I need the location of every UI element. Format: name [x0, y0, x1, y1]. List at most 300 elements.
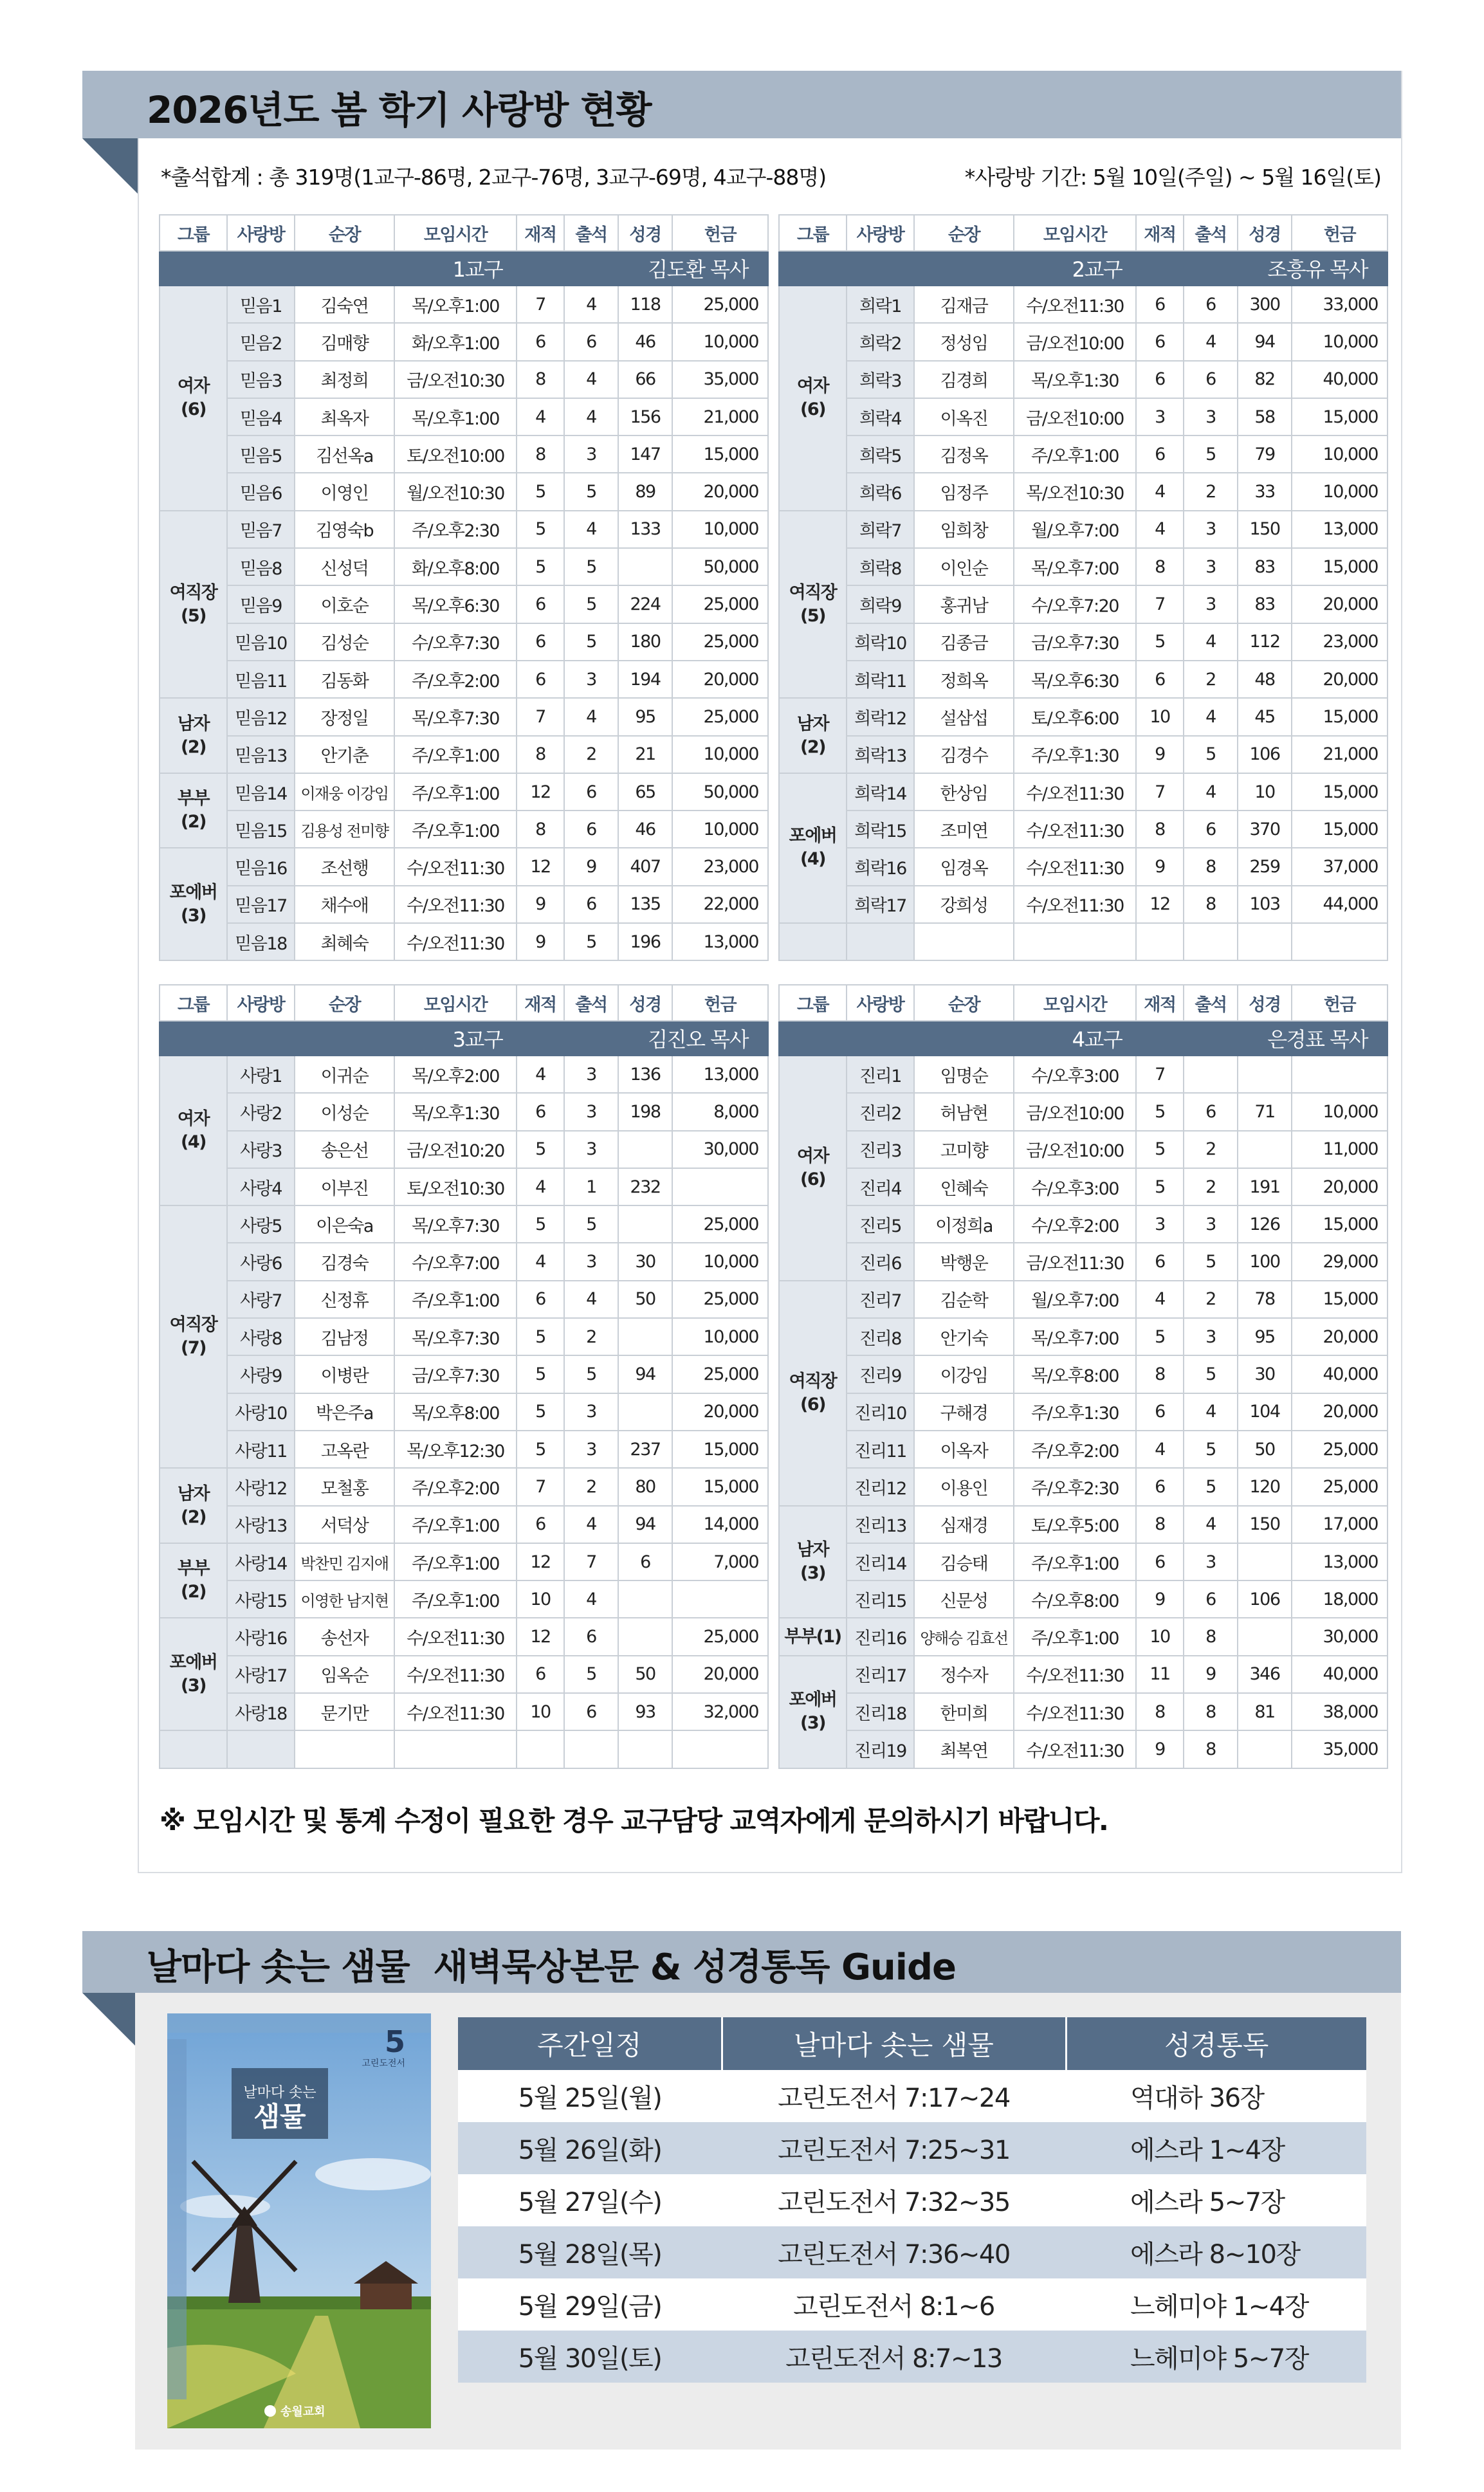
offering-amount: [1292, 923, 1388, 960]
leader-name: 한미희: [914, 1693, 1014, 1730]
bible-count: 83: [1238, 548, 1292, 585]
table-row: [160, 1205, 768, 1243]
sarangbang-name: 진리9: [847, 1355, 914, 1393]
guide-reading: 느헤미야 1~4장: [1066, 2278, 1366, 2331]
enrolled-count: 4: [1136, 1281, 1184, 1318]
group-label: 부부 (2): [160, 1543, 227, 1618]
leader-name: 이인순: [914, 548, 1014, 585]
table-row: [779, 1131, 1388, 1168]
sarangbang-name: 사랑16: [227, 1618, 295, 1655]
offering-amount: 20,000: [672, 473, 768, 510]
bible-count: 82: [1238, 361, 1292, 398]
column-header: 모임시간: [1014, 985, 1136, 1021]
column-header: 순장: [914, 215, 1014, 251]
bible-count: 180: [618, 623, 672, 661]
leader-name: 허남현: [914, 1093, 1014, 1130]
leader-name: 이옥진: [914, 398, 1014, 435]
enrolled-count: 7: [1136, 585, 1184, 623]
meeting-time: 목/오후6:30: [1014, 661, 1136, 698]
offering-amount: 50,000: [672, 548, 768, 585]
enrolled-count: 8: [1136, 1506, 1184, 1543]
table-row: [779, 1355, 1388, 1393]
attendance-count: 6: [1184, 811, 1238, 848]
enrolled-count: 12: [517, 1618, 564, 1655]
group-label: [779, 923, 847, 960]
sarangbang-name: 믿음5: [227, 435, 295, 473]
sarangbang-name: 사랑7: [227, 1281, 295, 1318]
guide-reading: 에스라 8~10장: [1066, 2226, 1366, 2278]
leader-name: 이귀순: [295, 1056, 394, 1093]
meeting-time: 수/오후8:00: [1014, 1580, 1136, 1618]
bible-count: 156: [618, 398, 672, 435]
enrolled-count: 4: [1136, 1431, 1184, 1468]
parish-name: 3교구: [295, 1021, 564, 1056]
parish-name: 4교구: [914, 1021, 1184, 1056]
group-label: 여자 (6): [779, 1056, 847, 1281]
table-row: [779, 1506, 1388, 1543]
bible-count: 50: [618, 1656, 672, 1693]
bible-count: 136: [618, 1056, 672, 1093]
leader-name: 이재웅 이강임: [295, 773, 394, 811]
enrolled-count: 6: [517, 1093, 564, 1130]
guide-reading: 역대하 36장: [1066, 2070, 1366, 2122]
guide-row: [458, 2122, 1366, 2174]
enrolled-count: 4: [517, 1168, 564, 1205]
attendance-count: 8: [1184, 1693, 1238, 1730]
meeting-time: 목/오후8:00: [394, 1393, 517, 1431]
offering-amount: 50,000: [672, 773, 768, 811]
table-row: [160, 1506, 768, 1543]
enrolled-count: 6: [1136, 323, 1184, 360]
sarangbang-name: 진리15: [847, 1580, 914, 1618]
enrolled-count: 6: [1136, 661, 1184, 698]
attendance-count: 3: [1184, 1543, 1238, 1580]
table-row: [160, 1355, 768, 1393]
column-header: 그룹: [160, 985, 227, 1021]
enrolled-count: 8: [517, 811, 564, 848]
offering-amount: 23,000: [1292, 623, 1388, 661]
enrolled-count: 7: [517, 698, 564, 735]
bible-count: [1238, 1056, 1292, 1093]
offering-amount: 10,000: [1292, 323, 1388, 360]
sarangbang-name: 사랑11: [227, 1431, 295, 1468]
table-row: [160, 848, 768, 885]
sarangbang-name: [227, 1730, 295, 1768]
attendance-count: 6: [564, 811, 618, 848]
offering-amount: 18,000: [1292, 1580, 1388, 1618]
meeting-time: 목/오후7:00: [1014, 548, 1136, 585]
enrolled-count: 9: [1136, 1580, 1184, 1618]
parish-name: 2교구: [914, 251, 1184, 286]
leader-name: 김선옥a: [295, 435, 394, 473]
enrolled-count: 4: [517, 1243, 564, 1280]
bible-count: 30: [1238, 1355, 1292, 1393]
meeting-time: 수/오전11:30: [394, 886, 517, 923]
bible-count: 81: [1238, 1693, 1292, 1730]
meeting-time: [394, 1730, 517, 1768]
attendance-count: 3: [1184, 1318, 1238, 1355]
leader-name: 김정옥: [914, 435, 1014, 473]
leader-name: 임명순: [914, 1056, 1014, 1093]
meeting-time: 토/오후6:00: [1014, 698, 1136, 735]
enrolled-count: 9: [1136, 736, 1184, 773]
leader-name: 김용성 전미향: [295, 811, 394, 848]
enrolled-count: 9: [517, 886, 564, 923]
leader-name: 모철홍: [295, 1468, 394, 1505]
leader-name: 최복연: [914, 1730, 1014, 1768]
sarangbang-name: 진리3: [847, 1131, 914, 1168]
leader-name: 신성덕: [295, 548, 394, 585]
offering-amount: 22,000: [672, 886, 768, 923]
offering-amount: 10,000: [672, 323, 768, 360]
leader-name: 김종금: [914, 623, 1014, 661]
offering-amount: 32,000: [672, 1693, 768, 1730]
attendance-count: 3: [1184, 585, 1238, 623]
bible-count: 103: [1238, 886, 1292, 923]
offering-amount: 25,000: [672, 1355, 768, 1393]
sarangbang-name: 믿음15: [227, 811, 295, 848]
group-label: 부부 (2): [160, 773, 227, 848]
bible-count: [618, 1131, 672, 1168]
guide-header-devotional: 날마다 솟는 샘물: [722, 2017, 1066, 2070]
column-header: 사랑방: [847, 985, 914, 1021]
leader-name: 김영숙b: [295, 511, 394, 548]
attendance-count: 5: [564, 623, 618, 661]
meeting-time: 주/오후1:00: [1014, 1543, 1136, 1580]
column-header: 재적: [517, 215, 564, 251]
enrolled-count: 8: [517, 361, 564, 398]
enrolled-count: 5: [517, 511, 564, 548]
bible-count: 100: [1238, 1243, 1292, 1280]
enrolled-count: 10: [1136, 698, 1184, 735]
group-label: 남자 (2): [160, 698, 227, 773]
parish-table-4: [778, 984, 1387, 1769]
sarangbang-name: 희락14: [847, 773, 914, 811]
sarangbang-name: 진리5: [847, 1205, 914, 1243]
sarangbang-name: 믿음1: [227, 286, 295, 323]
sarangbang-name: 믿음7: [227, 511, 295, 548]
bible-count: 66: [618, 361, 672, 398]
column-header: 모임시간: [394, 215, 517, 251]
leader-name: 이옥자: [914, 1431, 1014, 1468]
offering-amount: [672, 1580, 768, 1618]
enrolled-count: 5: [517, 1205, 564, 1243]
guide-row: [458, 2331, 1366, 2383]
sarangbang-name: 진리10: [847, 1393, 914, 1431]
guide-row: [458, 2174, 1366, 2226]
bible-count: [1238, 1131, 1292, 1168]
sarangbang-name: 사랑4: [227, 1168, 295, 1205]
table-row: [160, 736, 768, 773]
sarangbang-name: 진리6: [847, 1243, 914, 1280]
bible-count: 191: [1238, 1168, 1292, 1205]
enrolled-count: 5: [1136, 1168, 1184, 1205]
offering-amount: 40,000: [1292, 1355, 1388, 1393]
offering-amount: 7,000: [672, 1543, 768, 1580]
meeting-time: 주/오후2:30: [394, 511, 517, 548]
meeting-time: 목/오후1:30: [394, 1093, 517, 1130]
bible-count: 50: [618, 1281, 672, 1318]
attendance-count: 5: [1184, 736, 1238, 773]
sarangbang-name: 사랑3: [227, 1131, 295, 1168]
enrolled-count: 5: [1136, 1131, 1184, 1168]
group-label: 여자 (6): [160, 286, 227, 511]
attendance-count: 5: [1184, 1468, 1238, 1505]
table-row: [160, 398, 768, 435]
bible-count: 259: [1238, 848, 1292, 885]
leader-name: 김경숙: [295, 1243, 394, 1280]
bible-count: 30: [618, 1243, 672, 1280]
enrolled-count: 6: [517, 1656, 564, 1693]
guide-passage: 고린도전서 7:25~31: [722, 2122, 1066, 2174]
bible-count: 346: [1238, 1656, 1292, 1693]
meeting-time: 월/오후7:00: [1014, 1281, 1136, 1318]
table-row: [779, 548, 1388, 585]
table-row: [779, 585, 1388, 623]
offering-amount: 30,000: [672, 1131, 768, 1168]
offering-amount: 15,000: [672, 435, 768, 473]
meeting-time: 금/오전10:00: [1014, 1131, 1136, 1168]
group-label: 남자 (2): [160, 1468, 227, 1543]
attendance-count: 3: [564, 1431, 618, 1468]
guide-passage: 고린도전서 7:32~35: [722, 2174, 1066, 2226]
offering-amount: 35,000: [1292, 1730, 1388, 1768]
table-row: [779, 1318, 1388, 1355]
enrolled-count: 9: [1136, 1730, 1184, 1768]
offering-amount: 33,000: [1292, 286, 1388, 323]
enrolled-count: 6: [517, 623, 564, 661]
meeting-time: 목/오후8:00: [1014, 1355, 1136, 1393]
bible-count: 65: [618, 773, 672, 811]
offering-amount: 10,000: [672, 811, 768, 848]
meeting-time: 목/오후7:30: [394, 698, 517, 735]
sarangbang-name: 믿음16: [227, 848, 295, 885]
table-row: [779, 623, 1388, 661]
bible-count: [618, 1580, 672, 1618]
attendance-count: 2: [564, 1318, 618, 1355]
sarangbang-name: 진리1: [847, 1056, 914, 1093]
enrolled-count: 8: [1136, 1693, 1184, 1730]
parish-table-1: [159, 214, 767, 961]
offering-amount: 23,000: [672, 848, 768, 885]
meeting-time: 수/오후7:20: [1014, 585, 1136, 623]
bible-count: 104: [1238, 1393, 1292, 1431]
enrolled-count: 5: [517, 1431, 564, 1468]
enrolled-count: 6: [1136, 1468, 1184, 1505]
sarangbang-name: 사랑18: [227, 1693, 295, 1730]
bible-count: 94: [1238, 323, 1292, 360]
meeting-time: 금/오전10:00: [1014, 323, 1136, 360]
leader-name: 김성순: [295, 623, 394, 661]
meeting-time: 목/오후1:30: [1014, 361, 1136, 398]
meeting-time: 주/오후1:00: [394, 1506, 517, 1543]
column-header: 그룹: [779, 985, 847, 1021]
sarangbang-name: 사랑5: [227, 1205, 295, 1243]
leader-name: 이부진: [295, 1168, 394, 1205]
offering-amount: 21,000: [1292, 736, 1388, 773]
attendance-count: [1184, 923, 1238, 960]
meeting-time: 주/오후1:00: [394, 1580, 517, 1618]
table-row: [160, 1318, 768, 1355]
meeting-time: 화/오후1:00: [394, 323, 517, 360]
attendance-count: 4: [564, 398, 618, 435]
attendance-count: 5: [564, 548, 618, 585]
attendance-count: 3: [564, 1393, 618, 1431]
leader-name: 문기만: [295, 1693, 394, 1730]
meeting-time: 수/오전11:30: [1014, 286, 1136, 323]
offering-amount: 25,000: [672, 286, 768, 323]
cover-title-line2: 샘물: [253, 2101, 306, 2132]
bible-count: 232: [618, 1168, 672, 1205]
enrolled-count: [517, 1730, 564, 1768]
offering-amount: 10,000: [672, 511, 768, 548]
bible-count: 112: [1238, 623, 1292, 661]
enrolled-count: 3: [1136, 1205, 1184, 1243]
table-row: [779, 1468, 1388, 1505]
cover-issue-label: 고린도전서: [362, 2058, 405, 2069]
group-label: 포에버 (3): [779, 1656, 847, 1768]
guide-passage: 고린도전서 8:7~13: [722, 2331, 1066, 2383]
attendance-count: 4: [564, 1506, 618, 1543]
attendance-count: 2: [564, 736, 618, 773]
parish-pastor: 조흥유 목사: [1184, 251, 1388, 286]
bible-count: 106: [1238, 736, 1292, 773]
bible-count: 33: [1238, 473, 1292, 510]
table-row: [779, 398, 1388, 435]
bible-count: 224: [618, 585, 672, 623]
attendance-count: 6: [1184, 286, 1238, 323]
offering-amount: 35,000: [672, 361, 768, 398]
bible-count: 150: [1238, 511, 1292, 548]
leader-name: 최혜숙: [295, 923, 394, 960]
leader-name: 이영한 남지현: [295, 1580, 394, 1618]
offering-amount: 13,000: [672, 923, 768, 960]
sarangbang-name: 사랑10: [227, 1393, 295, 1431]
offering-amount: 25,000: [672, 623, 768, 661]
attendance-count: 3: [1184, 511, 1238, 548]
table-row: [779, 1056, 1388, 1093]
meeting-time: 수/오후3:00: [1014, 1056, 1136, 1093]
meeting-time: 수/오전11:30: [1014, 811, 1136, 848]
meeting-time: 수/오전11:30: [1014, 773, 1136, 811]
bible-count: [1238, 1618, 1292, 1655]
guide-table: [458, 2017, 1366, 2383]
leader-name: 강희성: [914, 886, 1014, 923]
meeting-time: 토/오전10:00: [394, 435, 517, 473]
cover-issue-number: 5: [384, 2024, 405, 2059]
table-row: [779, 1656, 1388, 1693]
table-row: [779, 773, 1388, 811]
table-row: [779, 1205, 1388, 1243]
guide-date: 5월 26일(화): [458, 2122, 722, 2174]
meeting-time: 주/오후1:00: [394, 1281, 517, 1318]
bible-count: 300: [1238, 286, 1292, 323]
bible-count: 6: [618, 1543, 672, 1580]
meeting-time: 월/오전10:30: [394, 473, 517, 510]
enrolled-count: 9: [517, 923, 564, 960]
group-label: 포에버 (3): [160, 1618, 227, 1730]
offering-amount: 20,000: [1292, 661, 1388, 698]
sarangbang-name: 진리7: [847, 1281, 914, 1318]
leader-name: 김경희: [914, 361, 1014, 398]
bible-count: 79: [1238, 435, 1292, 473]
sarangbang-name: 사랑1: [227, 1056, 295, 1093]
meeting-time: 금/오전10:00: [1014, 1093, 1136, 1130]
guide-header-band: [82, 1931, 1401, 1993]
table-row: [779, 811, 1388, 848]
offering-amount: 37,000: [1292, 848, 1388, 885]
leader-name: 홍귀남: [914, 585, 1014, 623]
attendance-count: 6: [564, 323, 618, 360]
group-label: 여자 (6): [779, 286, 847, 511]
column-header: 재적: [517, 985, 564, 1021]
enrolled-count: 9: [1136, 848, 1184, 885]
offering-amount: 11,000: [1292, 1131, 1388, 1168]
bible-count: 58: [1238, 398, 1292, 435]
group-label: [160, 1730, 227, 1768]
table-row: [160, 698, 768, 735]
enrolled-count: 8: [1136, 1355, 1184, 1393]
table-row: [160, 323, 768, 360]
offering-amount: 20,000: [1292, 1168, 1388, 1205]
attendance-count: 5: [564, 473, 618, 510]
bible-count: 50: [1238, 1431, 1292, 1468]
leader-name: 이용인: [914, 1468, 1014, 1505]
sarangbang-name: 희락8: [847, 548, 914, 585]
enrolled-count: 11: [1136, 1656, 1184, 1693]
meeting-time: 주/오후1:00: [394, 1543, 517, 1580]
enrolled-count: 5: [1136, 623, 1184, 661]
group-label: 부부(1): [779, 1618, 847, 1655]
attendance-count: 5: [1184, 1243, 1238, 1280]
attendance-count: 4: [564, 1281, 618, 1318]
sarangbang-name: 믿음8: [227, 548, 295, 585]
attendance-count: 6: [1184, 1093, 1238, 1130]
sarangbang-name: 믿음6: [227, 473, 295, 510]
sarangbang-name: 희락10: [847, 623, 914, 661]
leader-name: 정희옥: [914, 661, 1014, 698]
leader-name: [914, 923, 1014, 960]
leader-name: 김매향: [295, 323, 394, 360]
table-row: [160, 585, 768, 623]
enrolled-count: 12: [1136, 886, 1184, 923]
meeting-time: 주/오후2:00: [394, 1468, 517, 1505]
sarangbang-name: 희락11: [847, 661, 914, 698]
bible-count: 106: [1238, 1580, 1292, 1618]
sarangbang-name: 믿음18: [227, 923, 295, 960]
table-row: [779, 1431, 1388, 1468]
enrolled-count: 5: [517, 1393, 564, 1431]
sarangbang-name: [847, 923, 914, 960]
enrolled-count: 6: [1136, 435, 1184, 473]
attendance-count: [1184, 1056, 1238, 1093]
guide-row: [458, 2278, 1366, 2331]
meeting-time: 목/오전10:30: [1014, 473, 1136, 510]
table-row: [779, 1093, 1388, 1130]
meeting-time: 수/오전11:30: [394, 1618, 517, 1655]
column-header: 사랑방: [227, 215, 295, 251]
attendance-count: 5: [564, 585, 618, 623]
table-row: [160, 1693, 768, 1730]
column-header: 성경: [1238, 985, 1292, 1021]
offering-amount: 13,000: [672, 1056, 768, 1093]
leader-name: 김동화: [295, 661, 394, 698]
sarangbang-name: 희락12: [847, 698, 914, 735]
leader-name: 이강임: [914, 1355, 1014, 1393]
enrolled-count: 5: [517, 1131, 564, 1168]
leader-name: 안기숙: [914, 1318, 1014, 1355]
attendance-count: 3: [564, 661, 618, 698]
